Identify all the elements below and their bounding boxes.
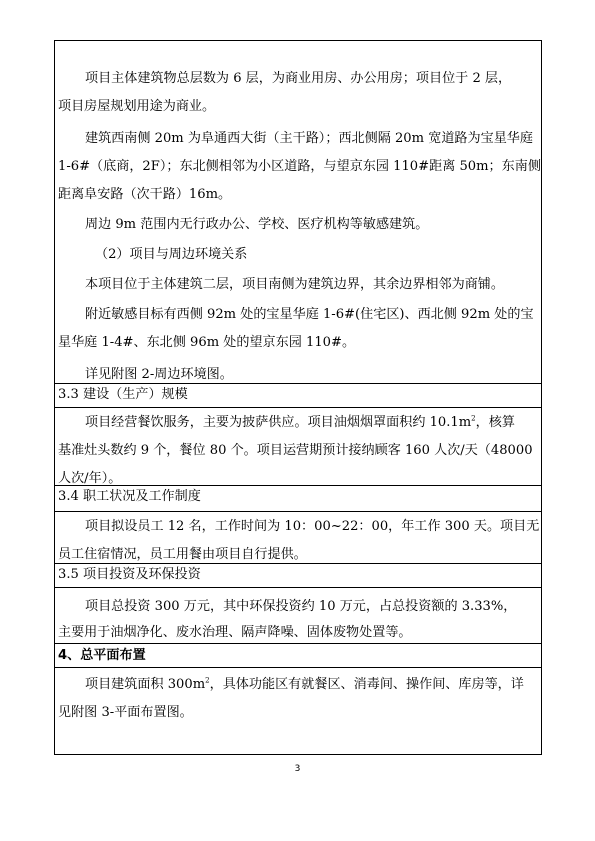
heading-3-4: 3.4 职工状况及工作制度 (58, 489, 201, 504)
divider-4 (55, 643, 541, 644)
heading-3-5: 3.5 项目投资及环保投资 (58, 567, 201, 582)
para-see-figure-2: 详见附图 2-周边环境图。 (85, 367, 233, 382)
page-number: 3 (294, 764, 301, 774)
para-sensitive-targets-l1: 附近敏感目标有西侧 92m 处的宝星华庭 1-6#(住宅区)、西北侧 92m 处的宝 (85, 307, 534, 322)
para-building-floors-l1: 项目主体建筑物总层数为 6 层，为商业用房、办公用房；项目位于 2 层， (85, 71, 512, 86)
para-project-location: 本项目位于主体建筑二层，项目南侧为建筑边界，其余边界相邻为商铺。 (85, 277, 504, 292)
superscript-squared-2: 2 (205, 676, 210, 685)
para-investment-l1: 项目总投资 300 万元，其中环保投资约 10 万元，占总投资额的 3.33%， (85, 599, 517, 614)
para-staff-l2: 员工住宿情况，员工用餐由项目自行提供。 (58, 547, 307, 562)
para-layout-l1-text-b: ，具体功能区有就餐区、消毒间、操作间、库房等，详 (209, 677, 524, 692)
para-building-floors-l2: 项目房屋规划用途为商业。 (58, 99, 216, 114)
divider-3-5-bottom (55, 587, 541, 588)
para-staff-l1: 项目拟设员工 12 名，工作时间为 10：00~22：00，年工作 300 天。项目无 (85, 519, 540, 534)
divider-3-4-bottom (55, 511, 541, 512)
heading-3-3: 3.3 建设（生产）规模 (58, 387, 188, 402)
divider-3-3-bottom (55, 407, 541, 408)
para-scale-l3: 人次/年）。 (58, 471, 122, 486)
para-sensitive-buildings: 周边 9m 范围内无行政办公、学校、医疗机构等敏感建筑。 (85, 217, 429, 232)
divider-3-5 (55, 563, 541, 564)
para-scale-l1-text-a: 项目经营餐饮服务，主要为披萨供应。项目油烟烟罩面积约 10.1m (85, 415, 472, 430)
divider-4-bottom (55, 667, 541, 668)
superscript-squared: 2 (471, 414, 476, 423)
para-surroundings-l1: 建筑西南侧 20m 为阜通西大街（主干路）；西北侧隔 20m 宽道路为宝星华庭 (85, 131, 533, 146)
para-scale-l1-text-b: ，核算 (475, 415, 515, 430)
para-surroundings-l3: 距离阜安路（次干路）16m。 (58, 187, 232, 202)
para-layout-l1 (85, 677, 524, 693)
para-surroundings-l2: 1-6#（底商，2F）；东北侧相邻为小区道路，与望京东园 110#距离 50m；东南侧 (58, 159, 541, 174)
heading-4: 4、总平面布置 (58, 648, 146, 663)
divider-3-3 (55, 383, 541, 384)
para-layout-l1-text-a: 项目建筑面积 300m (85, 677, 206, 692)
para-investment-l2: 主要用于油烟净化、废水治理、隔声降噪、固体废物处置等。 (58, 625, 412, 640)
para-scale-l2: 基准灶头数约 9 个，餐位 80 个。项目运营期预计接纳顾客 160 人次/天（48000 (58, 443, 533, 458)
para-scale-l1 (85, 415, 515, 431)
report-table-frame (54, 40, 542, 755)
divider-3-4 (55, 485, 541, 486)
subheading-environment-relation: （2）项目与周边环境关系 (95, 247, 248, 262)
para-layout-l2: 见附图 3-平面布置图。 (58, 705, 193, 720)
para-sensitive-targets-l2: 星华庭 1-4#、东北侧 96m 处的望京东园 110#。 (58, 335, 356, 350)
